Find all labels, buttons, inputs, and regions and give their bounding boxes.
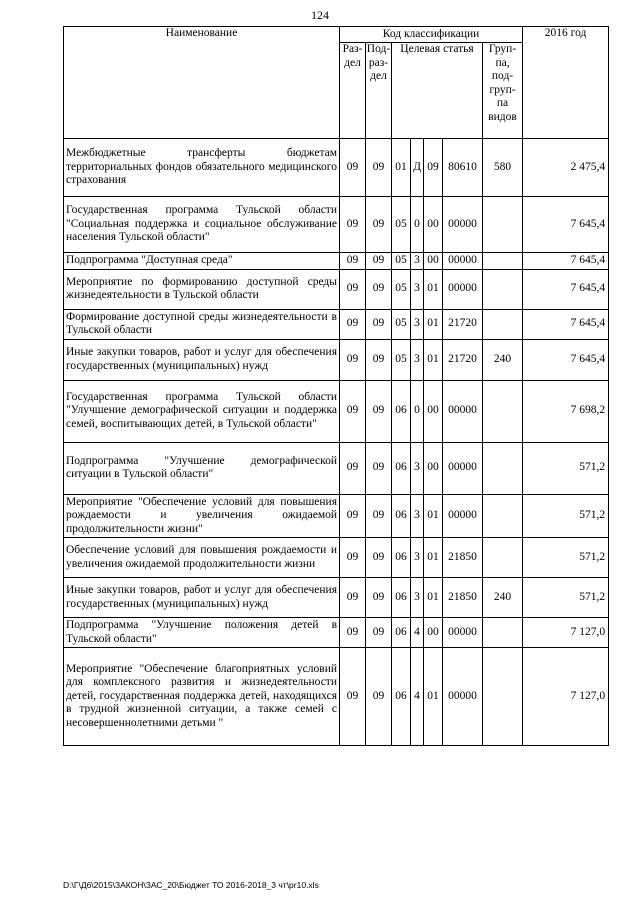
- row-target-program: 06: [392, 380, 411, 442]
- row-podrazdel: 09: [366, 309, 392, 339]
- header-vid: Груп- па, под- груп- па видов: [483, 43, 523, 139]
- row-razdel: 09: [340, 648, 366, 746]
- row-target-event: 01: [424, 269, 443, 309]
- row-name: Обеспечение условий для повышения рождаемости и увеличения ожидаемой продолжительности жизни: [64, 538, 340, 578]
- row-podrazdel: 09: [366, 139, 392, 197]
- row-target-program: 05: [392, 339, 411, 380]
- budget-table: [63, 26, 609, 746]
- table-row: [64, 309, 609, 339]
- row-target-event: 00: [424, 197, 443, 253]
- row-podrazdel: 09: [366, 648, 392, 746]
- row-target-program: 05: [392, 309, 411, 339]
- row-target-event: 01: [424, 538, 443, 578]
- row-target-subprogram: 3: [411, 339, 424, 380]
- row-target-direction: 21850: [443, 538, 483, 578]
- row-target-event: 01: [424, 578, 443, 618]
- row-target-direction: 00000: [443, 648, 483, 746]
- row-podrazdel: 09: [366, 269, 392, 309]
- row-target-subprogram: 4: [411, 618, 424, 648]
- table-row: [64, 648, 609, 746]
- table-row: [64, 139, 609, 197]
- table-row: [64, 442, 609, 494]
- header-razdel: Раз- дел: [340, 43, 366, 139]
- row-target-direction: 00000: [443, 494, 483, 538]
- row-expense-type: [483, 538, 523, 578]
- header-target: Целевая статья: [392, 43, 483, 139]
- row-target-program: 05: [392, 253, 411, 270]
- row-target-program: 05: [392, 269, 411, 309]
- row-amount: 571,2: [523, 442, 609, 494]
- row-podrazdel: 09: [366, 197, 392, 253]
- row-razdel: 09: [340, 618, 366, 648]
- row-name: Государственная программа Тульской области "Социальная поддержка и социальное обслуживание населения Тульской области": [64, 197, 340, 253]
- row-name: Иные закупки товаров, работ и услуг для обеспечения государственных (муниципальных) нужд: [64, 339, 340, 380]
- row-amount: 2 475,4: [523, 139, 609, 197]
- header-code-group: Код классификации: [340, 27, 523, 43]
- row-expense-type: [483, 253, 523, 270]
- row-expense-type: [483, 618, 523, 648]
- row-amount: 7 645,4: [523, 269, 609, 309]
- row-target-direction: 21720: [443, 309, 483, 339]
- row-target-subprogram: 3: [411, 269, 424, 309]
- row-target-direction: 80610: [443, 139, 483, 197]
- row-target-direction: 00000: [443, 269, 483, 309]
- row-razdel: 09: [340, 197, 366, 253]
- row-podrazdel: 09: [366, 253, 392, 270]
- row-podrazdel: 09: [366, 538, 392, 578]
- row-target-subprogram: 3: [411, 494, 424, 538]
- row-target-event: 09: [424, 139, 443, 197]
- row-name: Формирование доступной среды жизнедеятельности в Тульской области: [64, 309, 340, 339]
- row-name: Подпрограмма "Доступная среда": [64, 253, 340, 270]
- table-row: [64, 269, 609, 309]
- row-podrazdel: 09: [366, 494, 392, 538]
- row-target-event: 00: [424, 442, 443, 494]
- row-target-subprogram: 3: [411, 442, 424, 494]
- row-target-direction: 00000: [443, 442, 483, 494]
- row-target-event: 01: [424, 339, 443, 380]
- row-expense-type: [483, 269, 523, 309]
- row-amount: 7 698,2: [523, 380, 609, 442]
- row-name: Мероприятие "Обеспечение условий для повышения рождаемости и увеличения ожидаемой продолжительности жизни": [64, 494, 340, 538]
- row-amount: 7 645,4: [523, 309, 609, 339]
- table-body: [64, 139, 609, 746]
- table-header: [64, 27, 609, 139]
- row-expense-type: [483, 380, 523, 442]
- row-target-event: 01: [424, 309, 443, 339]
- row-target-event: 01: [424, 648, 443, 746]
- row-podrazdel: 09: [366, 442, 392, 494]
- row-amount: 7 127,0: [523, 648, 609, 746]
- row-target-subprogram: 3: [411, 309, 424, 339]
- file-path-footer: D:\Г\Д6\2015\ЗАКОН\ЗАС_20\Бюджет ТО 2016-2018_3 чт\pr10.xls: [63, 880, 319, 890]
- row-target-program: 06: [392, 494, 411, 538]
- table-row: [64, 380, 609, 442]
- row-name: Государственная программа Тульской области "Улучшение демографической ситуации и поддержка семей, воспитывающих детей, в Тульской области": [64, 380, 340, 442]
- row-target-subprogram: Д: [411, 139, 424, 197]
- row-target-event: 01: [424, 494, 443, 538]
- row-amount: 571,2: [523, 538, 609, 578]
- row-name: Подпрограмма "Улучшение демографической ситуации в Тульской области": [64, 442, 340, 494]
- row-razdel: 09: [340, 253, 366, 270]
- row-target-direction: 00000: [443, 618, 483, 648]
- row-target-direction: 21850: [443, 578, 483, 618]
- row-razdel: 09: [340, 380, 366, 442]
- row-expense-type: [483, 442, 523, 494]
- row-podrazdel: 09: [366, 578, 392, 618]
- row-target-subprogram: 3: [411, 253, 424, 270]
- row-razdel: 09: [340, 578, 366, 618]
- row-amount: 7 645,4: [523, 339, 609, 380]
- row-target-subprogram: 0: [411, 197, 424, 253]
- table-row: [64, 197, 609, 253]
- row-name: Мероприятие "Обеспечение благоприятных условий для комплексного развития и жизнедеятельности детей, государственная поддержка детей, находящихся в трудной жизненной ситуации, а также семей с несовершеннолетними детьми ": [64, 648, 340, 746]
- row-razdel: 09: [340, 339, 366, 380]
- row-target-subprogram: 4: [411, 648, 424, 746]
- header-name: Наименование: [64, 27, 340, 139]
- table-row: [64, 494, 609, 538]
- row-amount: 571,2: [523, 578, 609, 618]
- row-podrazdel: 09: [366, 618, 392, 648]
- row-razdel: 09: [340, 442, 366, 494]
- table-row: [64, 339, 609, 380]
- row-target-direction: 00000: [443, 197, 483, 253]
- table-row: [64, 618, 609, 648]
- row-amount: 7 645,4: [523, 197, 609, 253]
- row-target-program: 06: [392, 648, 411, 746]
- row-target-event: 00: [424, 618, 443, 648]
- row-target-event: 00: [424, 380, 443, 442]
- row-razdel: 09: [340, 494, 366, 538]
- row-name: Межбюджетные трансферты бюджетам территориальных фондов обязательного медицинского страхования: [64, 139, 340, 197]
- row-expense-type: 580: [483, 139, 523, 197]
- row-podrazdel: 09: [366, 380, 392, 442]
- row-target-program: 06: [392, 538, 411, 578]
- page-number: 124: [311, 8, 329, 22]
- row-name: Иные закупки товаров, работ и услуг для обеспечения государственных (муниципальных) нужд: [64, 578, 340, 618]
- row-target-event: 00: [424, 253, 443, 270]
- row-amount: 571,2: [523, 494, 609, 538]
- row-target-program: 05: [392, 197, 411, 253]
- row-expense-type: [483, 648, 523, 746]
- row-razdel: 09: [340, 139, 366, 197]
- row-target-subprogram: 3: [411, 538, 424, 578]
- table-row: [64, 253, 609, 270]
- header-year: 2016 год: [523, 27, 609, 139]
- row-name: Мероприятие по формированию доступной среды жизнедеятельности в Тульской области: [64, 269, 340, 309]
- row-expense-type: 240: [483, 339, 523, 380]
- row-amount: 7 127,0: [523, 618, 609, 648]
- row-razdel: 09: [340, 538, 366, 578]
- row-expense-type: 240: [483, 578, 523, 618]
- row-target-direction: 00000: [443, 253, 483, 270]
- row-razdel: 09: [340, 309, 366, 339]
- row-expense-type: [483, 494, 523, 538]
- row-amount: 7 645,4: [523, 253, 609, 270]
- header-podrazdel: Под- раз- дел: [366, 43, 392, 139]
- row-target-program: 06: [392, 442, 411, 494]
- row-expense-type: [483, 197, 523, 253]
- row-podrazdel: 09: [366, 339, 392, 380]
- row-name: Подпрограмма "Улучшение положения детей в Тульской области": [64, 618, 340, 648]
- table-row: [64, 538, 609, 578]
- row-target-program: 06: [392, 578, 411, 618]
- row-target-program: 01: [392, 139, 411, 197]
- table-row: [64, 578, 609, 618]
- row-target-subprogram: 0: [411, 380, 424, 442]
- row-expense-type: [483, 309, 523, 339]
- row-target-direction: 00000: [443, 380, 483, 442]
- row-target-subprogram: 3: [411, 578, 424, 618]
- row-razdel: 09: [340, 269, 366, 309]
- row-target-program: 06: [392, 618, 411, 648]
- row-target-direction: 21720: [443, 339, 483, 380]
